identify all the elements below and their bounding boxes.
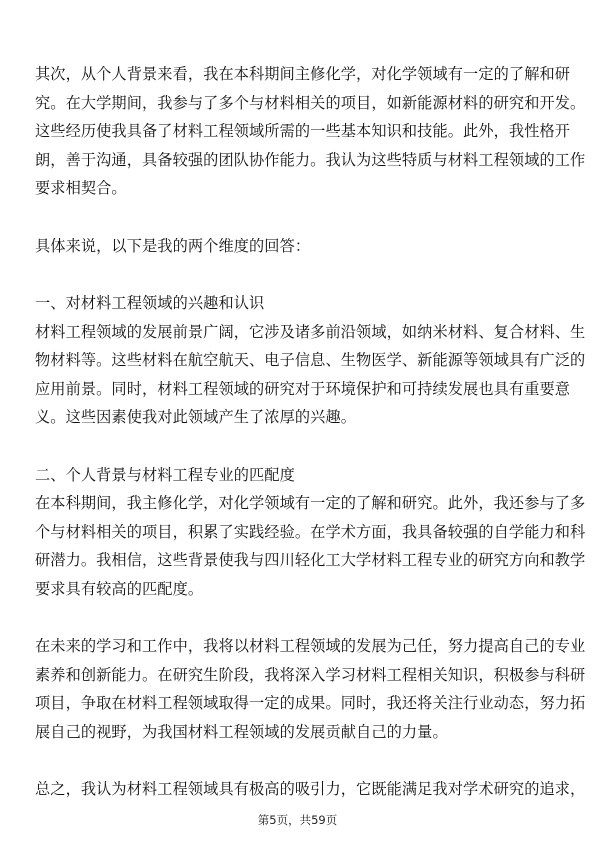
paragraph-line: 物材料等。这些材料在航空航天、电子信息、生物医学、新能源等领域具有广泛的 [35,351,586,369]
paragraph-line: 朗，善于沟通，具备较强的团队协作能力。我认为这些特质与材料工程领域的工作 [35,151,586,169]
paragraph-line: 这些经历使我具备了材料工程领域所需的一些基本知识和技能。此外，我性格开 [35,122,571,140]
paragraph-line: 在本科期间，我主修化学，对化学领域有一定的了解和研究。此外，我还参与了多 [35,494,586,512]
paragraph-line: 在未来的学习和工作中，我将以材料工程领域的发展为己任，努力提高自己的专业 [35,637,586,655]
paragraph-line: 究。在大学期间，我参与了多个与材料相关的项目，如新能源材料的研究和开发。 [35,94,586,112]
paragraph-line: 要求具有较高的匹配度。 [35,580,204,598]
paragraph-line: 个与材料相关的项目，积累了实践经验。在学术方面，我具备较强的自学能力和科 [35,523,586,541]
paragraph-line: 义。这些因素使我对此领域产生了浓厚的兴趣。 [35,408,357,426]
paragraph-line: 项目，争取在材料工程领域取得一定的成果。同时，我还将关注行业动态，努力拓 [35,694,586,712]
paragraph-line: 要求相契合。 [35,179,127,197]
page-number: 第5页，共59页 [257,813,338,827]
paragraph-line: 总之，我认为材料工程领域具有极高的吸引力，它既能满足我对学术研究的追求， [35,780,586,798]
paragraph-line: 其次，从个人背景来看，我在本科期间主修化学，对化学领域有一定的了解和研 [35,65,571,83]
paragraph-line: 展自己的视野，为我国材料工程领域的发展贡献自己的力量。 [35,723,448,741]
paragraph-line: 素养和创新能力。在研究生阶段，我将深入学习材料工程相关知识，积极参与科研 [35,666,586,684]
paragraph-line: 材料工程领域的发展前景广阔，它涉及诸多前沿领域，如纳米材料、复合材料、生 [35,323,586,341]
paragraph-line: 具体来说，以下是我的两个维度的回答： [35,237,311,255]
section-heading: 一、对材料工程领域的兴趣和认识 [35,294,265,312]
paragraph-line: 应用前景。同时，材料工程领域的研究对于环境保护和可持续发展也具有重要意 [35,380,571,398]
paragraph-line: 研潜力。我相信，这些背景使我与四川轻化工大学材料工程专业的研究方向和教学 [35,551,586,569]
section-heading: 二、个人背景与材料工程专业的匹配度 [35,466,295,484]
